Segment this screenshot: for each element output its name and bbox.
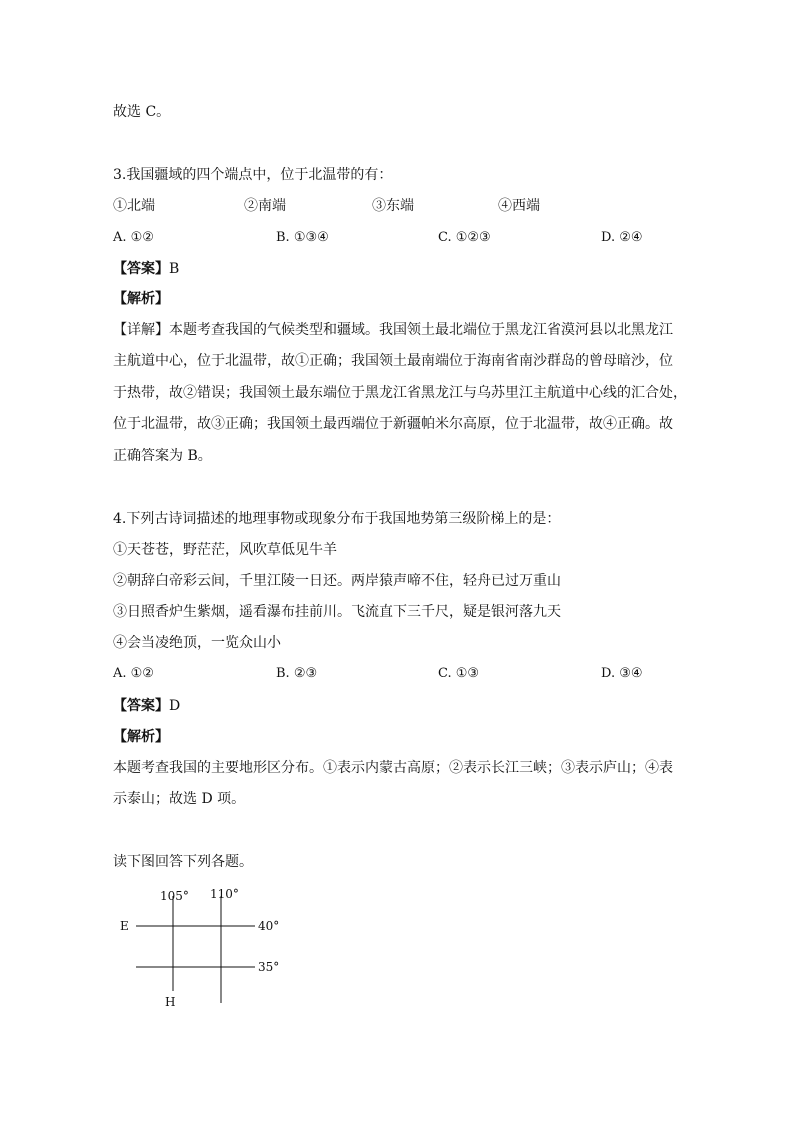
q3-item-2: ②南端 (244, 198, 286, 214)
q4-answer-value: D (169, 698, 181, 714)
q3-detail-line-3: 于热带，故②错误；我国领土最东端位于黑龙江省黑龙江与乌苏里江主航道中心线的汇合处， (113, 385, 687, 401)
q4-item-1: ①天苍苍，野茫茫，风吹草低见牛羊 (113, 542, 337, 558)
q3-detail-line-1: 【详解】本题考查我国的气候类型和疆域。我国领土最北端位于黑龙江省漠河县以北黑龙江 (113, 322, 673, 338)
q3-detail-line-5: 正确答案为 B。 (113, 448, 212, 464)
lat-lon-grid-figure (110, 882, 310, 1012)
q3-answer-value: B (169, 261, 180, 277)
q4-item-2: ②朝辞白帝彩云间，千里江陵一日还。两岸猿声啼不住，轻舟已过万重山 (113, 573, 561, 589)
label-105: 105° (160, 889, 189, 903)
label-40: 40° (258, 919, 280, 933)
label-35: 35° (258, 960, 280, 974)
read-figure-prompt: 读下图回答下列各题。 (113, 854, 253, 870)
q4-analysis-tag: 【解析】 (113, 729, 169, 745)
q3-option-a: A. ①② (113, 230, 154, 245)
label-h: H (165, 995, 176, 1009)
q4-answer-line (113, 696, 180, 716)
q4-option-c: C. ①③ (438, 666, 480, 681)
q4-option-a: A. ①② (113, 666, 154, 681)
q3-item-4: ④西端 (498, 198, 540, 214)
q3-option-d: D. ②④ (601, 230, 643, 245)
q3-detail-line-4: 位于北温带，故③正确；我国领土最西端位于新疆帕米尔高原，位于北温带，故④正确。故 (113, 416, 673, 432)
q4-item-4: ④会当凌绝顶，一览众山小 (113, 635, 281, 651)
q4-analysis-line-1: 本题考查我国的主要地形区分布。①表示内蒙古高原；②表示长江三峡；③表示庐山；④表 (113, 760, 673, 776)
label-110: 110° (210, 887, 239, 901)
q3-answer-tag: 【答案】 (113, 261, 169, 277)
q4-stem: 4.下列古诗词描述的地理事物或现象分布于我国地势第三级阶梯上的是： (113, 511, 561, 527)
previous-answer-line: 故选 C。 (113, 104, 171, 120)
q3-option-c: C. ①②③ (438, 230, 491, 245)
q4-answer-tag: 【答案】 (113, 698, 169, 714)
q3-stem: 3.我国疆域的四个端点中，位于北温带的有： (113, 167, 393, 183)
q3-item-1: ①北端 (113, 198, 155, 214)
q4-option-d: D. ③④ (601, 666, 643, 681)
q4-option-b: B. ②③ (276, 666, 318, 681)
q3-option-b: B. ①③④ (276, 230, 329, 245)
q3-answer-line (113, 259, 179, 279)
q3-detail-line-2: 主航道中心，位于北温带，故①正确；我国领土最南端位于海南省南沙群岛的曾母暗沙，位 (113, 353, 673, 369)
q3-analysis-tag: 【解析】 (113, 291, 169, 307)
q4-item-3: ③日照香炉生紫烟，遥看瀑布挂前川。飞流直下三千尺，疑是银河落九天 (113, 604, 561, 620)
q3-item-3: ③东端 (372, 198, 414, 214)
q4-analysis-line-2: 示泰山；故选 D 项。 (113, 791, 246, 807)
label-e: E (120, 919, 129, 933)
